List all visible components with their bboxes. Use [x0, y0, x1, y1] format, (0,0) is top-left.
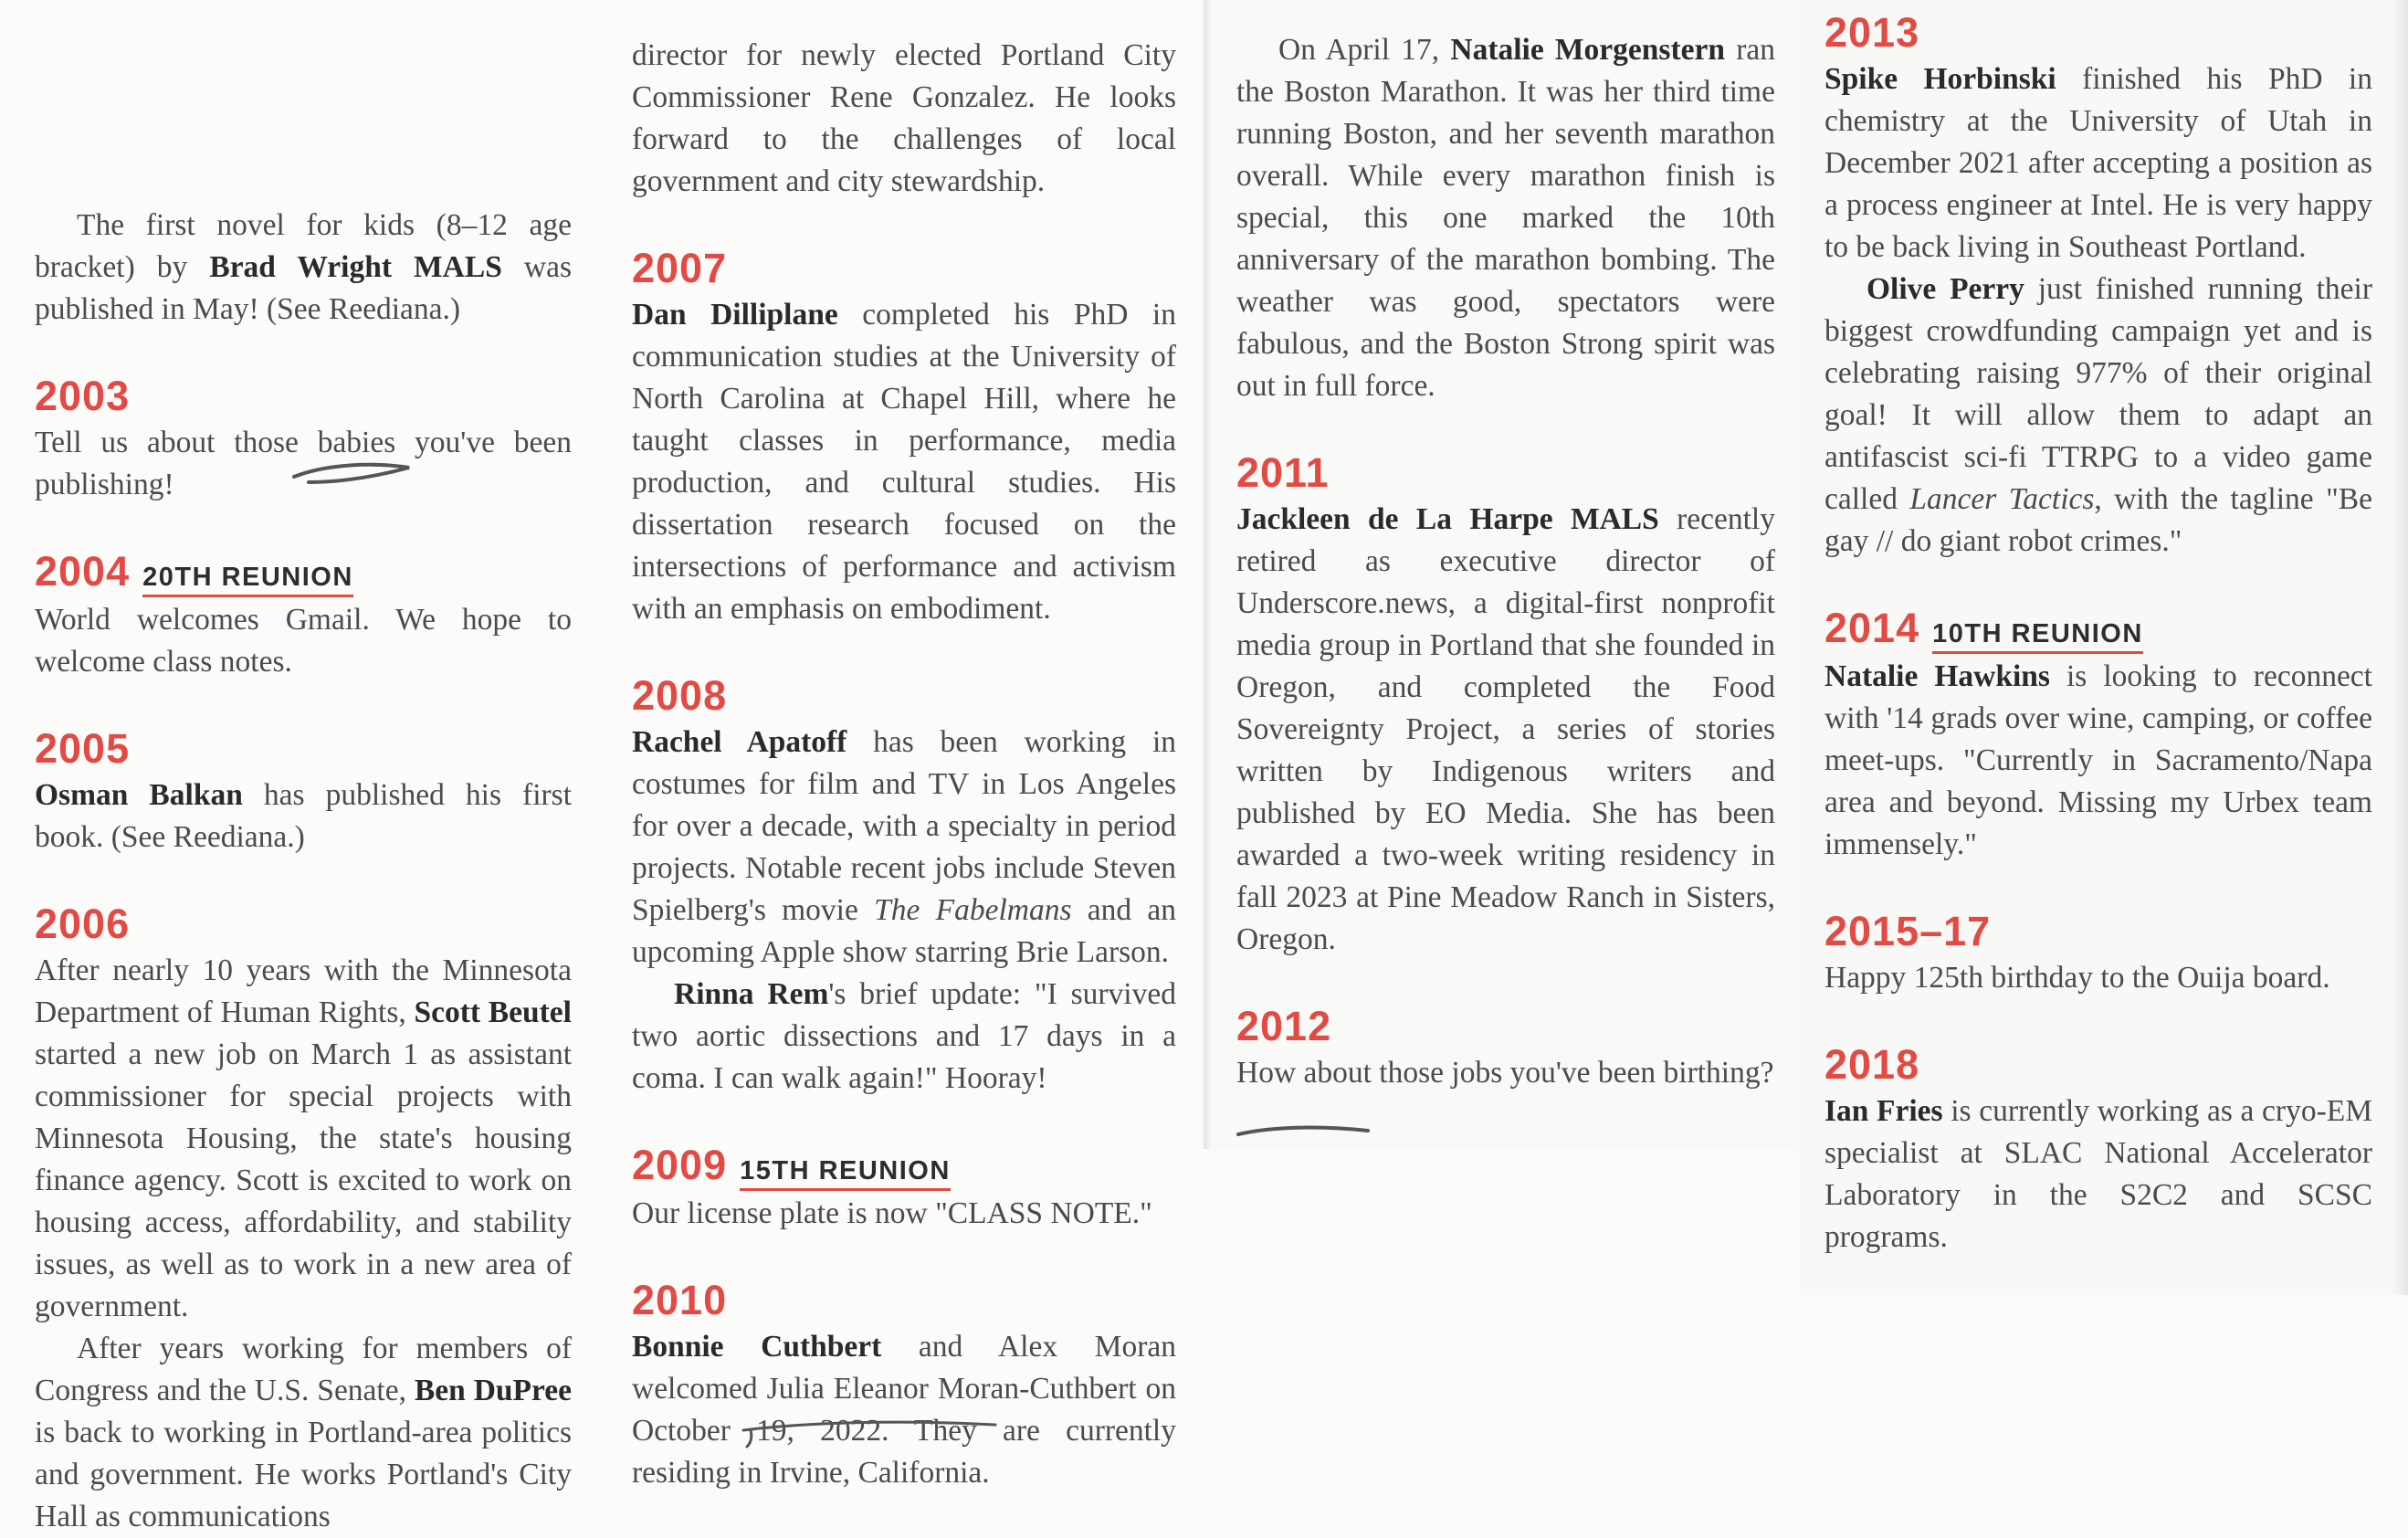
year-heading-2007 [632, 245, 1176, 292]
text-run: started a new job on March 1 as assistant commissioner for special projects with Minnesota Housing, the state's housing finance agency. Scott is excited to work on housing access, affordability, and stability issues, as well as to work in a new area of government. [35, 1038, 572, 1323]
reunion-label: 20TH REUNION [142, 563, 353, 597]
text-run: The first novel for kids (8–12 age bracket) by [35, 208, 572, 284]
column-2 [632, 0, 1176, 1494]
year-label: 2009 [632, 1142, 728, 1188]
year-heading-2012 [1236, 1003, 1775, 1050]
text-run: and an upcoming Apple show starring Brie Larson. [632, 893, 1177, 969]
note-paragraph [35, 1328, 572, 1538]
text-run: and Alex Moran welcomed Julia Eleanor Moran-Cuthbert on October 19, 2022. They are currently residing in Irvine, California. [632, 1330, 1176, 1490]
text-run: is looking to reconnect with '14 grads over wine, camping, or coffee meet-ups. "Currently in Sacramento/Napa area and beyond. Missing my Urbex team immensely." [1824, 659, 2372, 861]
year-heading-2003 [35, 373, 572, 420]
note-paragraph [1824, 269, 2372, 563]
title-italic: The Fabelmans [874, 893, 1072, 927]
note-paragraph [632, 722, 1176, 974]
text-run: recently retired as executive director of Underscore.news, a digital-first nonprofit media group in Portland that she founded in Oregon, and completed the Food Sovereignty Project, a series of stories written by Indigenous writers and published by EO Media. She has been awarded a two-week writing residency in fall 2023 at Pine Meadow Ranch in Sisters, Oregon. [1236, 502, 1775, 956]
person-name: Natalie Hawkins [1824, 659, 2050, 693]
year-label: 2012 [1236, 1003, 1332, 1049]
note-paragraph [35, 205, 572, 331]
text-run: finished his PhD in chemistry at the University of Utah in December 2021 after accepting a position as a process engineer at Intel. He is very happy to be back living in Southeast Portland. [1824, 62, 2372, 264]
person-name: Dan Dilliplane [632, 298, 838, 332]
text-run: After nearly 10 years with the Minnesota Department of Human Rights, [35, 953, 572, 1029]
year-label: 2003 [35, 373, 131, 419]
year-heading-2008 [632, 672, 1176, 720]
person-name: Rachel Apatoff [632, 725, 847, 759]
note-paragraph: Happy 125th birthday to the Ouija board. [1824, 961, 2330, 995]
year-heading-2014 [1824, 605, 2372, 654]
text-run: completed his PhD in communication studies at the University of North Carolina at Chapel Hill, where he taught classes in performance, media production, and cultural studies. His dissertation research focused on the intersections of performance and activism with an emphasis on embodiment. [632, 298, 1176, 626]
column-4 [1824, 0, 2372, 1259]
pen-scribble-mark [290, 455, 418, 491]
person-name: Ben DuPree [414, 1374, 572, 1407]
note-paragraph [632, 974, 1176, 1100]
column-1 [35, 0, 572, 1538]
person-name: Ian Fries [1824, 1094, 1943, 1128]
note-paragraph [35, 950, 572, 1328]
person-name: Jackleen de La Harpe MALS [1236, 502, 1659, 536]
year-label: 2007 [632, 245, 728, 291]
column-3 [1236, 0, 1775, 1094]
page-edge-shadow [1204, 0, 1213, 1149]
year-label: 2018 [1824, 1041, 1920, 1088]
pen-underline-mark [1235, 1122, 1372, 1143]
text-run: On April 17, [1278, 33, 1451, 67]
note-paragraph: Our license plate is now "CLASS NOTE." [632, 1196, 1152, 1230]
person-name: Natalie Morgenstern [1450, 33, 1725, 67]
note-paragraph [632, 1326, 1176, 1494]
note-paragraph [1824, 656, 2372, 866]
year-label: 2008 [632, 672, 728, 719]
title-italic: Lancer Tactics [1909, 482, 2095, 516]
year-heading-2013 [1824, 9, 2372, 57]
year-label: 2004 [35, 548, 131, 595]
note-paragraph: World welcomes Gmail. We hope to welcome class notes. [35, 603, 572, 679]
year-heading-2004 [35, 548, 572, 597]
text-run: has been working in costumes for film and TV in Los Angeles for over a decade, with a specialty in period projects. Notable recent jobs include Steven Spielberg's movie [632, 725, 1176, 927]
year-label: 2015–17 [1824, 908, 1992, 954]
person-name: Bonnie Cuthbert [632, 1330, 882, 1364]
note-paragraph [1236, 499, 1775, 961]
year-label: 2011 [1236, 449, 1330, 496]
year-heading-2006 [35, 901, 572, 948]
person-name: Rinna Rem [674, 977, 829, 1011]
text-run: is back to working in Portland-area politics and government. He works Portland's City Hall as communications [35, 1416, 572, 1533]
year-heading-2015-17 [1824, 908, 2372, 955]
text-run: After years working for members of Congress and the U.S. Senate, [35, 1332, 572, 1407]
text-run: ran the Boston Marathon. It was her third time running Boston, and her seventh marathon overall. While every marathon finish is special, this one marked the 10th anniversary of the marathon bombing. The weather was good, spectators were fabulous, and the Boston Strong spirit was out in full force. [1236, 33, 1776, 403]
text-run: is currently working as a cryo-EM specialist at SLAC National Accelerator Laboratory in the S2C2 and SCSC programs. [1824, 1094, 2372, 1254]
year-label: 2010 [632, 1277, 728, 1323]
text-run: , with the tagline "Be gay // do giant robot crimes." [1824, 482, 2372, 558]
note-paragraph [1824, 1090, 2372, 1259]
note-paragraph: How about those jobs you've been birthing? [1236, 1056, 1774, 1090]
year-heading-2005 [35, 725, 572, 773]
person-name: Brad Wright MALS [209, 250, 502, 284]
text-run: director for newly elected Portland City Commissioner Rene Gonzalez. He looks forward to the challenges of local government and city stewardship. [632, 38, 1176, 198]
person-name: Olive Perry [1866, 272, 2024, 306]
year-label: 2014 [1824, 605, 1920, 651]
note-paragraph [632, 35, 1176, 203]
note-paragraph [35, 774, 572, 859]
text-run: 's brief update: "I survived two aortic dissections and 17 days in a coma. I can walk again!" Hooray! [632, 977, 1176, 1095]
note-paragraph: Tell us about those babies you've been publishing! [35, 426, 572, 501]
year-label: 2013 [1824, 9, 1920, 56]
year-label: 2006 [35, 901, 131, 947]
year-heading-2010 [632, 1277, 1176, 1324]
reunion-label: 15TH REUNION [740, 1156, 951, 1191]
person-name: Scott Beutel [414, 995, 572, 1029]
text-run: just finished running their biggest crowdfunding campaign yet and is celebrating raising 977% of their original goal! It will allow them to adapt an antifascist sci-fi TTRPG to a video game called [1824, 272, 2372, 516]
text-run: was published in May! (See Reediana.) [35, 250, 572, 326]
year-label: 2005 [35, 725, 131, 772]
pen-underline-mark [731, 1414, 1004, 1450]
text-run: has published his first book. (See Reediana.) [35, 778, 573, 854]
year-heading-2018 [1824, 1041, 2372, 1089]
note-paragraph [1824, 58, 2372, 269]
note-paragraph [632, 294, 1176, 630]
year-heading-2011 [1236, 449, 1775, 497]
note-paragraph [1236, 29, 1775, 407]
reunion-label: 10TH REUNION [1932, 619, 2143, 654]
year-heading-2009 [632, 1142, 1176, 1191]
person-name: Spike Horbinski [1824, 62, 2056, 96]
page-edge-shadow-right [2392, 0, 2408, 1295]
person-name: Osman Balkan [35, 778, 243, 812]
